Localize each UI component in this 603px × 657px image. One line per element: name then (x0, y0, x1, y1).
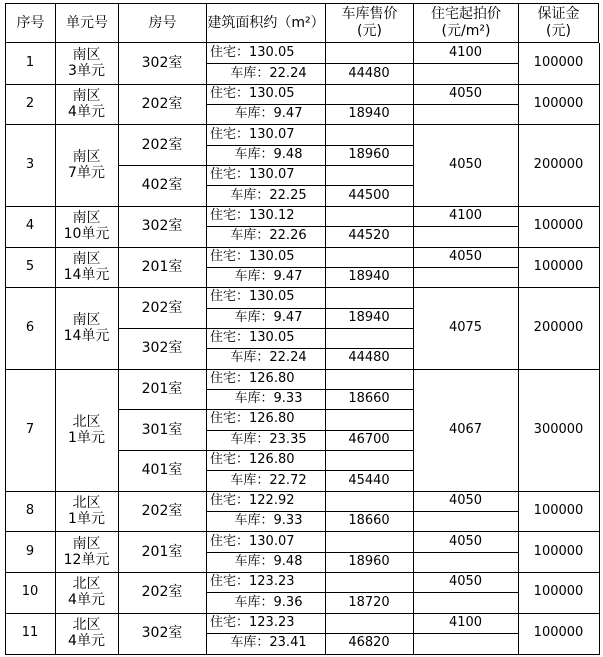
garage-price-cell (325, 511, 413, 531)
room-cell (118, 247, 206, 288)
grid-line-h (118, 409, 414, 410)
grid-line-h (413, 267, 519, 268)
seq-cell (5, 206, 55, 247)
garage-price-cell-text: 44480 (348, 65, 390, 81)
header-area-text: 建筑面积约（m²） (207, 14, 325, 31)
grid-line-v (325, 43, 326, 655)
unit-cell (55, 43, 118, 84)
grid-line-h (413, 592, 519, 593)
start-price-cell-text: 4100 (448, 614, 483, 630)
unit-number: 4单元 (68, 592, 105, 609)
room-cell-text: 201室 (141, 543, 183, 560)
unit-number: 14单元 (63, 266, 110, 283)
header-garage-price-l1: 车库售价 (341, 6, 398, 22)
start-price-cell-text: 4050 (448, 492, 483, 508)
unit-number: 10单元 (63, 226, 110, 243)
garage-area-cell (206, 267, 325, 287)
room-cell (118, 165, 206, 206)
house-area-cell (206, 124, 325, 144)
garage-price-cell (325, 185, 413, 205)
seq-cell-text: 8 (25, 503, 35, 519)
garage-price-cell-text: 18940 (348, 309, 390, 325)
garage-price-cell-text: 44500 (348, 187, 390, 203)
garage-area-cell (206, 592, 325, 612)
house-area-cell (206, 247, 325, 267)
room-cell (118, 450, 206, 491)
room-cell-text: 202室 (141, 503, 183, 520)
unit-cell (55, 206, 118, 247)
deposit-cell (518, 206, 599, 247)
start-price-cell (413, 206, 518, 226)
house-area-cell-text: 住宅：130.07 (210, 533, 295, 549)
seq-cell-text: 9 (25, 543, 35, 559)
room-cell (118, 328, 206, 369)
deposit-cell-text: 100000 (533, 543, 584, 559)
garage-area-cell-text: 车库：9.33 (234, 513, 303, 529)
grid-line-h (413, 552, 519, 553)
unit-cell (55, 572, 118, 613)
garage-price-cell-text: 46700 (348, 431, 390, 447)
seq-cell-text: 6 (25, 319, 35, 335)
garage-area-cell-text: 车库：9.48 (234, 553, 303, 569)
start-price-cell-text: 4050 (448, 85, 483, 101)
garage-area-cell-text: 车库：9.36 (234, 594, 303, 610)
unit-zone: 南区 (72, 535, 101, 552)
garage-area-cell-text: 车库：22.25 (230, 187, 307, 203)
grid-line-h (413, 63, 519, 64)
room-cell (118, 531, 206, 572)
header-unit (55, 3, 119, 43)
start-price-cell-text: 4050 (448, 248, 483, 264)
unit-zone: 南区 (72, 149, 101, 166)
garage-area-cell-text: 车库：9.47 (234, 269, 303, 285)
grid-line-v (413, 43, 414, 655)
seq-cell-text: 7 (25, 421, 35, 437)
deposit-cell-text: 200000 (533, 157, 584, 173)
unit-number: 3单元 (68, 63, 105, 80)
header-start-price-l1: 住宅起拍价 (431, 6, 501, 22)
unit-number: 1单元 (68, 511, 105, 528)
grid-line-h (206, 104, 414, 105)
room-cell-text: 201室 (141, 258, 183, 275)
house-area-cell (206, 450, 325, 470)
house-area-cell-text: 住宅：130.05 (210, 330, 295, 346)
grid-line-h (5, 654, 600, 655)
grid-line-h (206, 185, 414, 186)
grid-line-h (206, 511, 414, 512)
deposit-cell (518, 369, 599, 491)
grid-line-v (55, 43, 56, 655)
grid-line-h (206, 633, 414, 634)
start-price-cell-text: 4050 (448, 157, 483, 173)
header-room (118, 3, 207, 43)
garage-price-cell-text: 18940 (348, 106, 390, 122)
garage-price-cell (325, 592, 413, 612)
unit-zone: 南区 (72, 250, 101, 267)
unit-cell (55, 84, 118, 125)
seq-cell (5, 84, 55, 125)
seq-cell-text: 3 (25, 157, 35, 173)
house-area-cell-text: 住宅：130.05 (210, 248, 295, 264)
deposit-cell-text: 100000 (533, 96, 584, 112)
garage-price-cell-text: 18720 (348, 594, 390, 610)
header-room-text: 房号 (148, 14, 177, 31)
garage-price-cell (325, 308, 413, 328)
garage-price-cell-text: 18940 (348, 269, 390, 285)
unit-number: 12单元 (63, 551, 110, 568)
room-cell-text: 202室 (141, 136, 183, 153)
house-area-cell (206, 43, 325, 63)
garage-price-cell-text: 18660 (348, 391, 390, 407)
grid-line-h (206, 389, 414, 390)
header-seq-text: 序号 (16, 14, 45, 31)
unit-cell (55, 613, 118, 654)
garage-price-cell-text: 44480 (348, 350, 390, 366)
garage-area-cell (206, 104, 325, 124)
grid-line-h (413, 226, 519, 227)
garage-price-cell (325, 226, 413, 246)
house-area-cell (206, 572, 325, 592)
house-area-cell (206, 84, 325, 104)
unit-cell (55, 124, 118, 205)
unit-zone: 北区 (72, 413, 101, 430)
garage-area-cell (206, 145, 325, 165)
house-area-cell-text: 住宅：130.05 (210, 289, 295, 305)
grid-line-h (413, 633, 519, 634)
grid-line-v (118, 43, 119, 655)
room-cell (118, 84, 206, 125)
garage-price-cell (325, 389, 413, 409)
garage-price-cell (325, 430, 413, 450)
garage-area-cell (206, 552, 325, 572)
grid-line-h (206, 430, 414, 431)
seq-cell (5, 369, 55, 491)
house-area-cell (206, 531, 325, 551)
room-cell (118, 491, 206, 532)
unit-number: 4单元 (68, 104, 105, 121)
house-area-cell (206, 613, 325, 633)
unit-zone: 北区 (72, 576, 101, 593)
header-garage-price (325, 3, 414, 43)
garage-price-cell-text: 44520 (348, 228, 390, 244)
start-price-cell (413, 491, 518, 511)
seq-cell (5, 43, 55, 84)
room-cell (118, 613, 206, 654)
house-area-cell-text: 住宅：130.05 (210, 45, 295, 61)
house-area-cell-text: 住宅：126.80 (210, 370, 295, 386)
garage-price-cell-text: 18960 (348, 553, 390, 569)
garage-area-cell (206, 226, 325, 246)
header-deposit-l1: 保证金 (537, 6, 580, 22)
house-area-cell-text: 住宅：130.07 (210, 126, 295, 142)
deposit-cell-text: 100000 (533, 258, 584, 274)
start-price-cell (413, 124, 518, 205)
unit-zone: 南区 (72, 311, 101, 328)
garage-area-cell-text: 车库：9.47 (234, 309, 303, 325)
deposit-cell (518, 613, 599, 654)
deposit-cell (518, 43, 599, 84)
seq-cell-text: 10 (21, 584, 39, 600)
house-area-cell (206, 369, 325, 389)
room-cell-text: 301室 (141, 421, 183, 438)
seq-cell-text: 2 (25, 96, 35, 112)
grid-line-h (118, 328, 414, 329)
garage-area-cell-text: 车库：9.33 (234, 391, 303, 407)
room-cell-text: 202室 (141, 584, 183, 601)
house-area-cell (206, 409, 325, 429)
unit-cell (55, 247, 118, 288)
start-price-cell (413, 369, 518, 491)
house-area-cell (206, 206, 325, 226)
start-price-cell (413, 247, 518, 267)
unit-cell (55, 491, 118, 532)
deposit-cell-text: 100000 (533, 503, 584, 519)
start-price-cell-text: 4067 (448, 421, 483, 437)
unit-zone: 南区 (72, 47, 101, 64)
header-unit-text: 单元号 (66, 14, 108, 31)
garage-price-cell-text: 18960 (348, 146, 390, 162)
house-area-cell-text: 住宅：130.12 (210, 207, 295, 223)
grid-line-v (5, 43, 6, 655)
seq-cell-text: 11 (21, 625, 39, 641)
room-cell (118, 206, 206, 247)
garage-area-cell (206, 185, 325, 205)
garage-area-cell (206, 389, 325, 409)
room-cell-text: 402室 (141, 177, 183, 194)
garage-price-cell (325, 145, 413, 165)
room-cell-text: 202室 (141, 96, 183, 113)
grid-line-h (206, 145, 414, 146)
unit-zone: 南区 (72, 210, 101, 227)
unit-zone: 北区 (72, 495, 101, 512)
start-price-cell (413, 613, 518, 633)
garage-price-cell-text: 45440 (348, 472, 390, 488)
grid-line-v (206, 43, 207, 655)
room-cell-text: 201室 (141, 380, 183, 397)
deposit-cell (518, 491, 599, 532)
room-cell (118, 124, 206, 165)
garage-area-cell (206, 511, 325, 531)
house-area-cell (206, 287, 325, 307)
house-area-cell (206, 491, 325, 511)
grid-line-h (413, 104, 519, 105)
room-cell-text: 202室 (141, 299, 183, 316)
garage-area-cell (206, 348, 325, 368)
unit-number: 4单元 (68, 633, 105, 650)
deposit-cell (518, 287, 599, 368)
garage-area-cell-text: 车库：22.26 (230, 228, 307, 244)
garage-area-cell-text: 车库：22.24 (230, 65, 307, 81)
start-price-cell (413, 84, 518, 104)
garage-area-cell-text: 车库：23.35 (230, 431, 307, 447)
header-seq (5, 3, 56, 43)
unit-zone: 北区 (72, 617, 101, 634)
house-area-cell-text: 住宅：123.23 (210, 574, 295, 590)
garage-area-cell (206, 430, 325, 450)
grid-line-h (206, 592, 414, 593)
deposit-cell (518, 572, 599, 613)
grid-line-h (206, 267, 414, 268)
deposit-cell (518, 84, 599, 125)
deposit-cell-text: 100000 (533, 584, 584, 600)
grid-line-v (599, 43, 600, 655)
header-area (206, 3, 326, 43)
grid-line-h (206, 226, 414, 227)
garage-price-cell-text: 46820 (348, 635, 390, 651)
house-area-cell (206, 328, 325, 348)
grid-line-v (518, 43, 519, 655)
unit-zone: 南区 (72, 88, 101, 105)
header-start-price-l2: (元/m²) (441, 23, 491, 39)
garage-area-cell (206, 633, 325, 653)
garage-price-cell-text: 18660 (348, 513, 390, 529)
start-price-cell-text: 4100 (448, 45, 483, 61)
deposit-cell-text: 200000 (533, 319, 584, 335)
garage-price-cell (325, 104, 413, 124)
start-price-cell (413, 572, 518, 592)
room-cell-text: 302室 (141, 55, 183, 72)
grid-line-h (206, 348, 414, 349)
seq-cell (5, 124, 55, 205)
seq-cell (5, 613, 55, 654)
deposit-cell-text: 300000 (533, 421, 584, 437)
unit-number: 1单元 (68, 429, 105, 446)
garage-area-cell-text: 车库：22.72 (230, 472, 307, 488)
unit-number: 7单元 (68, 165, 105, 182)
deposit-cell-text: 100000 (533, 218, 584, 234)
seq-cell (5, 287, 55, 368)
garage-area-cell-text: 车库：22.24 (230, 350, 307, 366)
seq-cell-text: 1 (25, 55, 35, 71)
deposit-cell-text: 100000 (533, 625, 584, 641)
garage-area-cell-text: 车库：9.48 (234, 146, 303, 162)
room-cell (118, 409, 206, 450)
seq-cell-text: 4 (25, 218, 35, 234)
room-cell-text: 302室 (141, 625, 183, 642)
house-area-cell-text: 住宅：126.80 (210, 411, 295, 427)
house-area-cell-text: 住宅：123.23 (210, 614, 295, 630)
garage-price-cell (325, 63, 413, 83)
start-price-cell (413, 43, 518, 63)
header-garage-price-l2: (元) (357, 23, 382, 39)
deposit-cell-text: 100000 (533, 55, 584, 71)
house-area-cell-text: 住宅：122.92 (210, 492, 295, 508)
start-price-cell-text: 4050 (448, 533, 483, 549)
house-area-cell-text: 住宅：130.05 (210, 85, 295, 101)
seq-cell-text: 5 (25, 258, 35, 274)
seq-cell (5, 491, 55, 532)
start-price-cell (413, 531, 518, 551)
seq-cell (5, 572, 55, 613)
seq-cell (5, 247, 55, 288)
grid-line-h (118, 450, 414, 451)
room-cell-text: 401室 (141, 462, 183, 479)
house-area-cell-text: 住宅：130.07 (210, 167, 295, 183)
garage-price-cell (325, 267, 413, 287)
room-cell-text: 302室 (141, 340, 183, 357)
garage-price-cell (325, 552, 413, 572)
room-cell-text: 302室 (141, 218, 183, 235)
garage-price-cell (325, 470, 413, 490)
grid-line-h (413, 511, 519, 512)
room-cell (118, 572, 206, 613)
grid-line-h (206, 470, 414, 471)
start-price-cell-text: 4050 (448, 574, 483, 590)
start-price-cell-text: 4100 (448, 207, 483, 223)
grid-line-h (206, 308, 414, 309)
header-deposit-l2: (元) (546, 23, 571, 39)
deposit-cell (518, 531, 599, 572)
garage-area-cell (206, 470, 325, 490)
header-deposit (518, 3, 599, 43)
house-area-cell (206, 165, 325, 185)
unit-cell (55, 369, 118, 491)
unit-cell (55, 287, 118, 368)
room-cell (118, 287, 206, 328)
garage-area-cell-text: 车库：9.47 (234, 106, 303, 122)
unit-number: 14单元 (63, 327, 110, 344)
grid-line-h (118, 165, 414, 166)
house-area-cell-text: 住宅：126.80 (210, 452, 295, 468)
start-price-cell (413, 287, 518, 368)
garage-area-cell-text: 车库：23.41 (230, 635, 307, 651)
garage-area-cell (206, 63, 325, 83)
garage-price-cell (325, 348, 413, 368)
room-cell (118, 43, 206, 84)
grid-line-h (206, 552, 414, 553)
room-cell (118, 369, 206, 410)
garage-price-cell (325, 633, 413, 653)
header-start-price (413, 3, 519, 43)
deposit-cell (518, 247, 599, 288)
grid-line-h (206, 63, 414, 64)
deposit-cell (518, 124, 599, 205)
garage-area-cell (206, 308, 325, 328)
seq-cell (5, 531, 55, 572)
start-price-cell-text: 4075 (448, 319, 483, 335)
unit-cell (55, 531, 118, 572)
